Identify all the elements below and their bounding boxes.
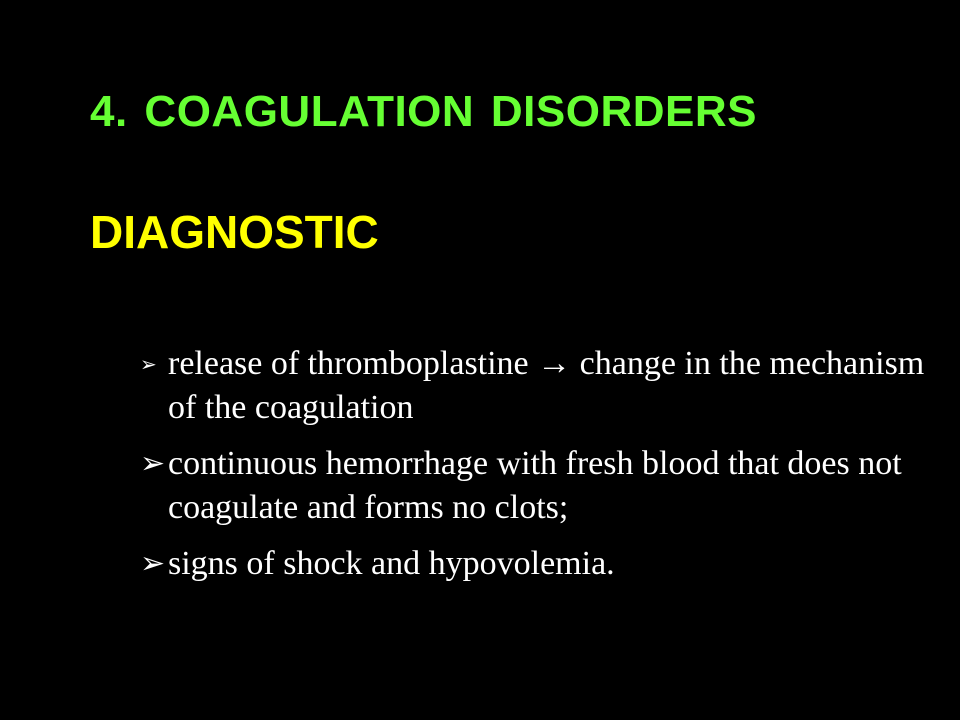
bullet-text: signs of shock and hypovolemia. — [168, 545, 615, 582]
bullet-text: continuous hemorrhage with fresh blood that does not coagulate and forms no clots; — [168, 445, 902, 526]
arrow-bullet-icon: ➢ — [140, 352, 157, 376]
bullet-text: release of thromboplastine → change in the mechanism of the coagulation — [168, 345, 925, 426]
bullet-list — [140, 342, 930, 586]
bullet-item — [140, 342, 930, 430]
arrow-bullet-icon: ➢ — [140, 546, 166, 581]
slide-subtitle: DIAGNOSTIC — [90, 206, 379, 258]
arrow-bullet-icon: ➢ — [140, 446, 166, 481]
bullet-item — [140, 442, 930, 530]
slide-title: 4. COAGULATION DISORDERS — [90, 87, 758, 136]
bullet-item — [140, 542, 930, 586]
